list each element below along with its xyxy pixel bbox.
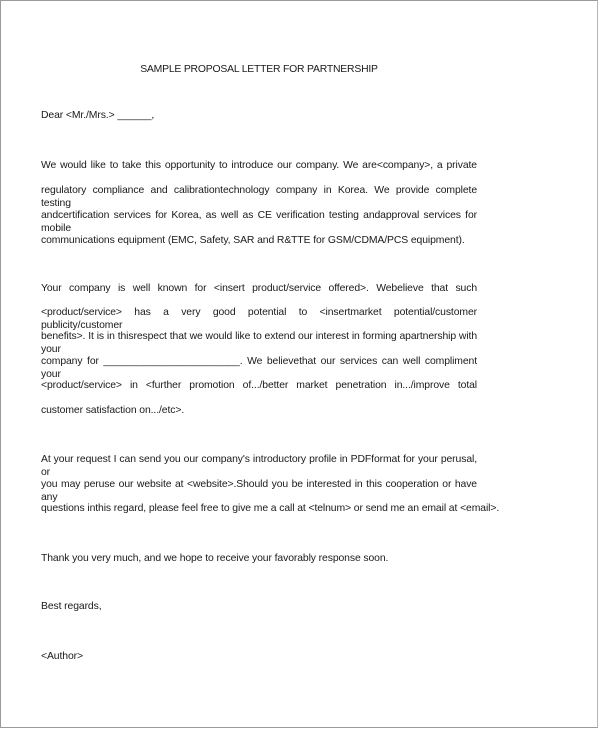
paragraph-2-line-6: customer satisfaction on.../etc>. — [41, 405, 185, 416]
signature: <Author> — [41, 651, 83, 662]
paragraph-2-line-5: <product/service> in <further promotion of.../better market penetration in.../improve total — [41, 380, 477, 391]
paragraph-2-line-4: company for ________________________. We believethat our services can well compliment your — [41, 356, 477, 380]
paragraph-2-line-1: Your company is well known for <insert product/service offered>. Webelieve that such — [41, 283, 477, 294]
paragraph-1-line-4: communications equipment (EMC, Safety, SAR and R&TTE for GSM/CDMA/PCS equipment). — [41, 235, 465, 246]
letter-title: SAMPLE PROPOSAL LETTER FOR PARTNERSHIP — [140, 64, 378, 75]
paragraph-1-line-3: andcertification services for Korea, as well as CE verification testing andapproval services for mobile — [41, 210, 477, 234]
paragraph-2-line-3: benefits>. It is in thisrespect that we would like to extend our interest in forming apartnership with your — [41, 331, 477, 355]
closing: Best regards, — [41, 601, 102, 612]
paragraph-4: Thank you very much, and we hope to receive your favorably response soon. — [41, 553, 389, 564]
paragraph-1-line-2: regulatory compliance and calibrationtechnology company in Korea. We provide complete testing — [41, 185, 477, 209]
paragraph-1-line-1: We would like to take this opportunity to introduce our company. We are<company>, a private — [41, 160, 477, 171]
paragraph-3-line-2: you may peruse our website at <website>.Should you be interested in this cooperation or have any — [41, 479, 477, 503]
paragraph-3-line-3: questions inthis regard, please feel free to give me a call at <telnum> or send me an email at <email>. — [41, 503, 500, 514]
paragraph-2-line-2: <product/service> has a very good potential to <insertmarket potential/customer publicity/customer — [41, 307, 477, 331]
salutation: Dear <Mr./Mrs.> ______, — [41, 110, 155, 121]
paragraph-3-line-1: At your request I can send you our company's introductory profile in PDFformat for your perusal, or — [41, 454, 477, 478]
